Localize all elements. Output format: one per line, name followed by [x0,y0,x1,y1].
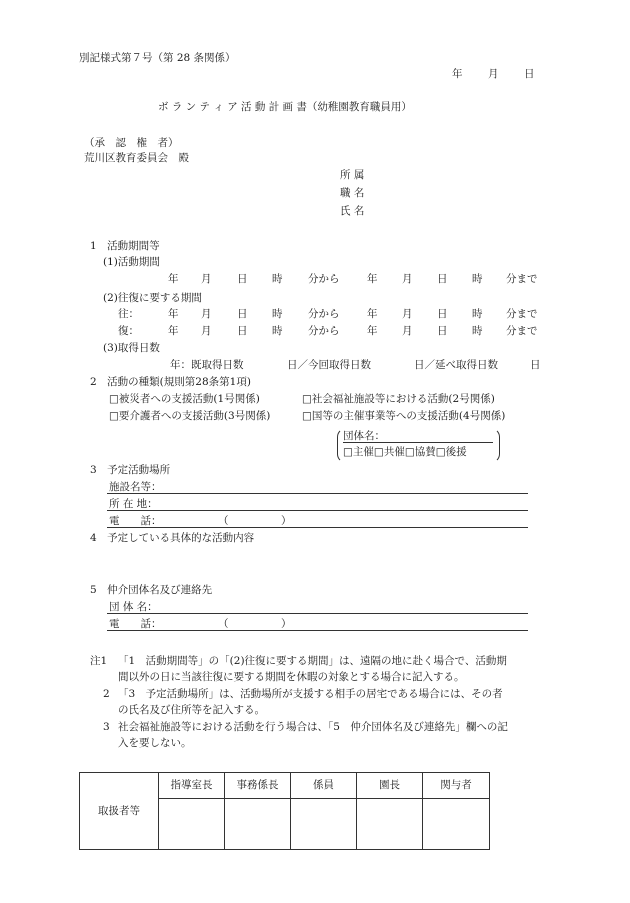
stamp-row-label: 取扱者等 [80,773,159,850]
facility-name-field[interactable] [107,493,528,494]
date-day-label: 日 [524,68,535,80]
date-year-label: 年 [452,68,463,80]
end-hour-unit: 時 [472,308,483,320]
note-3-line-2: 入を要しない。 [118,737,192,749]
days-unit: 日 [530,359,541,371]
activity-period-label: (1)活動期間 [103,256,160,268]
intermediary-phone-field[interactable] [107,630,528,631]
end-day-unit: 日 [437,308,448,320]
note-1-marker: 注1 [90,655,108,667]
return-label: 復： [118,325,139,337]
start-month-unit: 月 [201,308,212,320]
intermediary-phone-area-code: （ ） [218,618,292,630]
end-minute-to-unit: 分まで [506,308,538,320]
end-year-unit: 年 [367,325,378,337]
end-hour-unit: 時 [472,273,483,285]
outbound-label: 往： [118,308,139,320]
section1-heading: 1 活動期間等 [90,240,160,252]
stamp-col-principal: 園長 [357,773,423,799]
start-minute-from-unit: 分から [308,325,340,337]
activity-type-option-1[interactable]: □被災者への支援活動(1号関係) [109,393,260,405]
note-3-line-1: 社会福祉施設等における活動を行う場合は、「5 仲介団体名及び連絡先」欄への記 [118,721,508,733]
end-year-unit: 年 [367,273,378,285]
stamp-cell-principal[interactable] [357,799,423,850]
organization-name-underline [343,442,493,443]
organization-name-label: 団体名： [343,430,385,442]
note-2-marker: 2 [103,688,110,700]
address-field[interactable] [107,510,528,511]
stamp-col-staff: 係員 [291,773,357,799]
start-minute-from-unit: 分から [308,273,340,285]
stamp-cell-involved[interactable] [423,799,490,850]
note-3-marker: 3 [103,721,110,733]
start-year-unit: 年 [168,273,179,285]
note-2-line-2: の氏名及び住所等を記入する。 [118,704,265,716]
section5-heading: 5 仲介団体名及び連絡先 [90,584,213,596]
section2-heading: 2 活動の種類(規則第28条第1項) [90,376,251,388]
section3-heading: 3 予定活動場所 [90,464,171,476]
note-1-line-1: 「1 活動期間等」の「(2)往復に要する期間」は、遠隔の地に赴く場合で、活動期 [118,655,507,667]
start-day-unit: 日 [237,308,248,320]
activity-type-option-2[interactable]: □社会福祉施設等における活動(2号関係) [302,393,495,405]
end-month-unit: 月 [402,325,413,337]
intermediary-org-label: 団 体 名： [109,601,158,613]
document-title: ボ ラ ン テ ィ ア 活 動 計 画 書（幼稚園教育職員用） [158,101,412,113]
stamp-cell-admin-chief[interactable] [225,799,291,850]
authority-label: （承 認 権 者） [84,137,179,149]
name-label: 氏 名 [340,205,365,217]
facility-phone-label: 電 話： [109,515,162,527]
form-number: 別記様式第７号（第 28 条関係） [79,52,236,64]
note-1-line-2: 間以外の日に当該往復に要する期間を休暇の対象とする場合に記入する。 [118,671,465,683]
address-label: 所 在 地： [109,498,158,510]
travel-period-label: (2)往復に要する期間 [103,292,202,304]
stamp-cell-staff[interactable] [291,799,357,850]
intermediary-org-field[interactable] [107,613,528,614]
position-label: 職 名 [340,187,365,199]
stamp-col-involved: 関与者 [423,773,490,799]
intermediary-phone-label: 電 話： [109,618,162,630]
end-hour-unit: 時 [472,325,483,337]
stamp-table [79,772,490,850]
days-this-time: 日／今回取得日数 [287,359,371,371]
days-total: 日／延べ取得日数 [414,359,498,371]
start-day-unit: 日 [237,273,248,285]
start-year-unit: 年 [168,308,179,320]
end-month-unit: 月 [402,308,413,320]
days-obtained-label: (3)取得日数 [103,342,160,354]
start-hour-unit: 時 [272,308,283,320]
facility-phone-area-code: （ ） [218,515,292,527]
end-minute-to-unit: 分まで [506,325,538,337]
organization-role-options[interactable]: □主催□共催□協賛□後援 [343,446,467,458]
start-month-unit: 月 [201,325,212,337]
affiliation-label: 所 属 [340,169,365,181]
date-month-label: 月 [488,68,499,80]
end-year-unit: 年 [367,308,378,320]
activity-type-option-4[interactable]: □国等の主催事業等への支援活動(4号関係) [302,410,506,422]
end-day-unit: 日 [437,325,448,337]
end-month-unit: 月 [402,273,413,285]
start-day-unit: 日 [237,325,248,337]
section4-heading: 4 予定している具体的な活動内容 [90,532,255,544]
note-2-line-1: 「3 予定活動場所」は、活動場所が支援する相手の居宅である場合には、その者 [118,688,503,700]
recipient: 荒川区教育委員会 殿 [84,152,189,164]
start-hour-unit: 時 [272,273,283,285]
start-year-unit: 年 [168,325,179,337]
days-already-obtained: 年：既取得日数 [170,359,244,371]
stamp-col-admin-chief: 事務係長 [225,773,291,799]
start-minute-from-unit: 分から [308,308,340,320]
activity-type-option-3[interactable]: □要介護者への支援活動(3号関係) [109,410,271,422]
start-month-unit: 月 [201,273,212,285]
facility-phone-field[interactable] [107,527,528,528]
end-minute-to-unit: 分まで [506,273,538,285]
start-hour-unit: 時 [272,325,283,337]
stamp-col-guidance-chief: 指導室長 [159,773,225,799]
stamp-cell-guidance-chief[interactable] [159,799,225,850]
end-day-unit: 日 [437,273,448,285]
facility-name-label: 施設名等： [109,481,162,493]
